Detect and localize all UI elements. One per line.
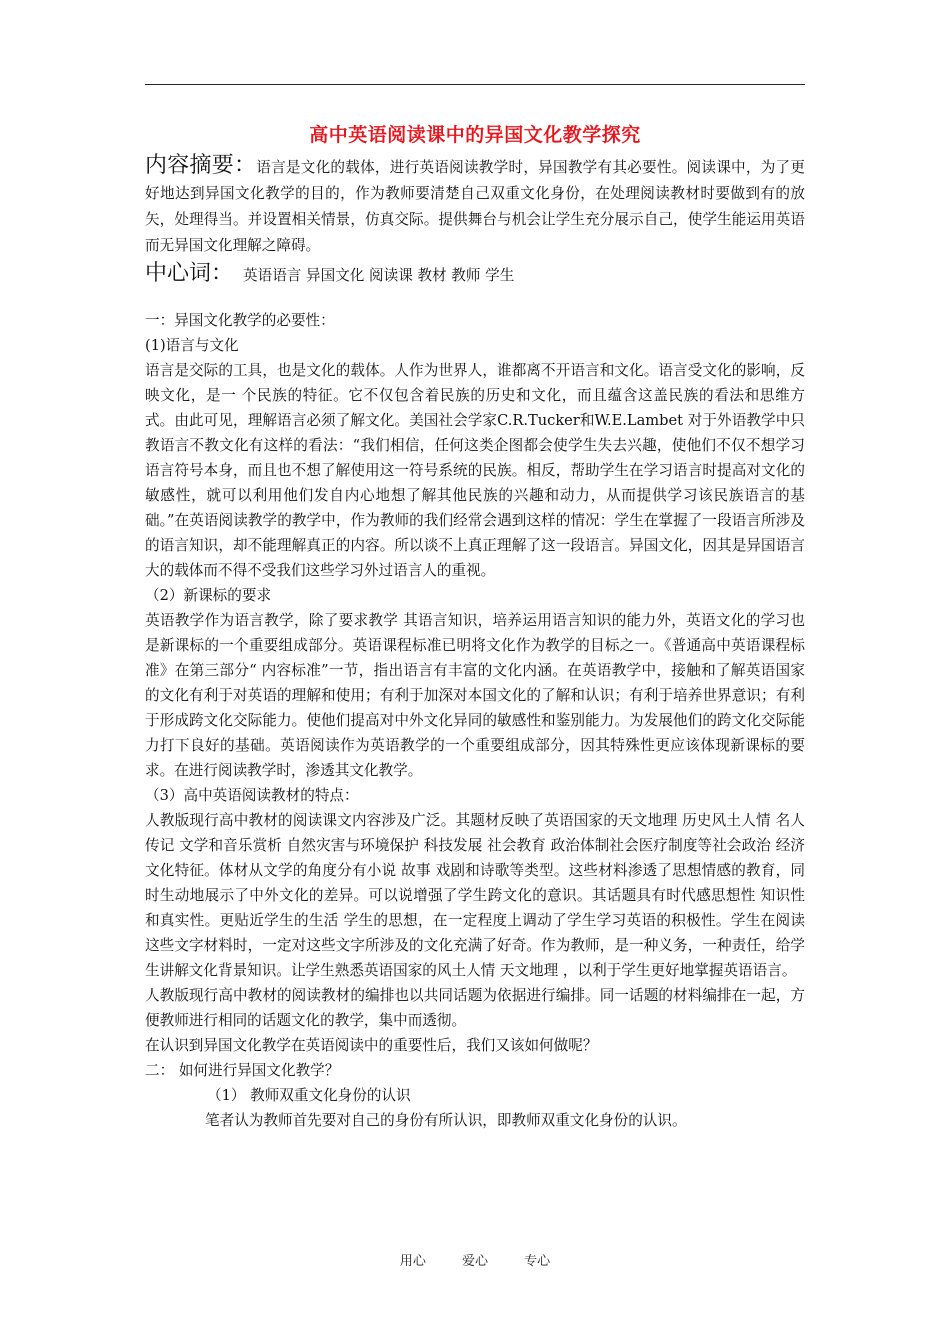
- document-title: 高中英语阅读课中的异国文化教学探究: [309, 124, 641, 146]
- section-1-1-heading: (1)语言与文化: [145, 337, 239, 354]
- abstract-paragraph: [145, 153, 805, 259]
- header-rule: [145, 84, 805, 85]
- section-1-3-paragraph-1: 人教版现行高中教材的阅读课文内容涉及广泛。其题材反映了英语国家的天文地理 历史风土人情 名人传记 文学和音乐赏析 自然灾害与环境保护 科技发展 社会教育 政治体制社会医疗制度等社会政治 经济 文化特征。体材从文学的角度分有小说 故事 戏剧和诗歌等类型。这些材料渗透了思想情感的教育，同时生动地展示了中外文化的差异。可以说增强了学生跨文化的意识。其话题具有时代感思想性 知识性和真实性。更贴近学生的生活 学生的思想，在一定程度上调动了学生学习英语的积极性。学生在阅读这些文字材料时，一定对这些文字所涉及的文化充满了好奇。作为教师，是一种义务，一种责任，给学生讲解文化背景知识。让学生熟悉英语国家的风土人情 天文地理 ，以利于学生更好地掌握英语语言。: [145, 812, 805, 979]
- section-1-2-paragraph: 英语教学作为语言教学，除了要求教学 其语言知识，培养运用语言知识的能力外，英语文化的学习也是新课标的一个重要组成部分。英语课程标准已明将文化作为教学的目标之一。《普通高中英语课程标准》在第三部分“ 内容标准”一节，指出语言有丰富的文化内涵。在英语教学中，接触和了解英语国家的文化有利于对英语的理解和使用；有利于加深对本国文化的了解和认识；有利于培养世界意识；有利于形成跨文化交际能力。使他们提高对中外文化异同的敏感性和鉴别能力。为发展他们的跨文化交际能力打下良好的基础。英语阅读作为英语教学的一个重要组成部分，因其特殊性更应该体现新课标的要求。在进行阅读教学时，渗透其文化教学。: [145, 612, 805, 779]
- footer-word-1: 用心: [399, 1254, 426, 1269]
- keywords-paragraph: [145, 261, 805, 288]
- section-1-1-paragraph: 语言是交际的工具，也是文化的载体。人作为世界人，谁都离不开语言和文化。语言受文化的影响，反映文化，是一 个民族的特征。它不仅包含着民族的历史和文化，而且蕴含这盖民族的看法和思维方式。由此可见，理解语言必须了解文化。美国社会学家C.R.Tucker和W.E.Lambet 对于外语教学中只教语言不教文化有这样的看法：“我们相信，任何这类企图都会使学生失去兴趣，使他们不仅不想学习语言符号本身，而且也不想了解使用这一符号系统的民族。相反，帮助学生在学习语言时提高对文化的敏感性，就可以利用他们发自内心地想了解其他民族的兴趣和动力，从而提供学习该民族语言的基础。”在英语阅读教学的教学中，作为教师的我们经常会遇到这样的情况：学生在掌握了一段语言所涉及的语言知识，却不能理解真正的内容。所以谈不上真正理解了这一段语言。异国文化，因其是异国语言大的载体而不得不受我们这些学习外过语言人的重视。: [145, 362, 805, 579]
- spacer: [145, 288, 805, 308]
- abstract-text: 语言是文化的载体，进行英语阅读教学时，异国教学有其必要性。阅读课中，为了更好地达到异国文化教学的目的，作为教师要清楚自己双重文化身份，在处理阅读教材时要做到有的放矢，处理得当。并设置相关情景，仿真交际。提供舞台与机会让学生充分展示自己，使学生能运用英语而无异国文化理解之障碍。: [145, 159, 805, 254]
- section-1-3-heading: （3）高中英语阅读教材的特点：: [145, 787, 359, 804]
- page-footer: [0, 1250, 950, 1269]
- keywords-label: 中心词：: [145, 261, 234, 286]
- section-1-heading: 一：异国文化教学的必要性：: [145, 312, 335, 329]
- section-1-2-heading: （2）新课标的要求: [145, 587, 272, 604]
- section-2-heading: 二： 如何进行异国文化教学？: [145, 1062, 340, 1079]
- keywords-text: 英语语言 异国文化 阅读课 教材 教师 学生: [243, 267, 515, 284]
- section-1-3-paragraph-2: 人教版现行高中教材的阅读教材的编排也以共同话题为依据进行编排。同一话题的材料编排在一起，方便教师进行相同的话题文化的教学，集中而透彻。: [145, 987, 805, 1029]
- footer-word-2: 爱心: [461, 1254, 488, 1269]
- footer-word-3: 专心: [524, 1254, 551, 1269]
- abstract-label: 内容摘要：: [145, 153, 257, 178]
- section-2-1-paragraph: 笔者认为教师首先要对自己的身份有所认识，即教师双重文化身份的认识。: [205, 1112, 687, 1129]
- section-2-1-heading: （1） 教师双重文化身份的认识: [207, 1087, 411, 1104]
- document-body: [145, 120, 805, 1133]
- section-1-3-paragraph-3: 在认识到异国文化教学在英语阅读中的重要性后，我们又该如何做呢？: [145, 1037, 598, 1054]
